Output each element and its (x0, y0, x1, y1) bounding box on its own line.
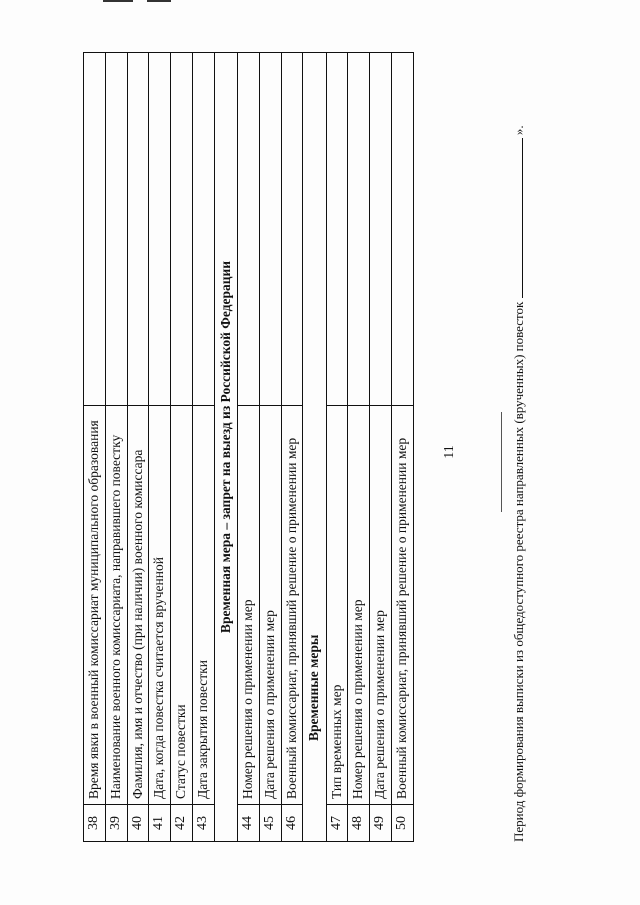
row-label: Дата закрытия повестки (192, 406, 214, 805)
table-row (370, 53, 392, 842)
row-number: 38 (84, 805, 106, 842)
table-row (348, 53, 370, 842)
scan-mark (103, 0, 133, 2)
row-label: Фамилия, имя и отчество (при наличии) военного комиссара (127, 406, 149, 805)
row-label: Время явки в военный комиссариат муниципального образования (84, 406, 106, 805)
table-row (237, 53, 259, 842)
row-number: 44 (237, 805, 259, 842)
row-number: 50 (391, 805, 413, 842)
row-value (105, 53, 127, 406)
footer-closing-quote: ». (511, 125, 526, 136)
row-value (348, 53, 370, 406)
row-number: 39 (105, 805, 127, 842)
row-value (171, 53, 193, 406)
register-fields-table (83, 52, 414, 842)
table-row (171, 53, 193, 842)
table-row (391, 53, 413, 842)
page-number: 11 (442, 445, 457, 459)
table-row (84, 53, 106, 842)
row-value (127, 53, 149, 406)
table-row (326, 53, 348, 842)
table-row (192, 53, 214, 842)
row-value (370, 53, 392, 406)
section-title: Временные меры (303, 53, 326, 842)
row-value (84, 53, 106, 406)
row-label: Дата, когда повестка считается врученной (149, 406, 171, 805)
table-row (259, 53, 281, 842)
row-value (237, 53, 259, 406)
row-label: Дата решения о применении мер (370, 406, 392, 805)
row-number: 42 (171, 805, 193, 842)
blank-underline (512, 138, 523, 298)
section-header-row (214, 53, 237, 842)
row-value (259, 53, 281, 406)
row-label: Дата решения о применении мер (259, 406, 281, 805)
table-row (105, 53, 127, 842)
row-number: 49 (370, 805, 392, 842)
row-label: Номер решения о применении мер (237, 406, 259, 805)
row-value (281, 53, 303, 406)
row-number: 43 (192, 805, 214, 842)
row-number: 46 (281, 805, 303, 842)
row-value (391, 53, 413, 406)
row-number: 40 (127, 805, 149, 842)
section-title: Временная мера – запрет на выезд из Российской Федерации (214, 53, 237, 842)
row-number: 41 (149, 805, 171, 842)
footer-text: Период формирования выписки из общедоступного реестра направленных (врученных) повесток (511, 301, 526, 842)
row-label: Военный комиссариат, принявший решение о применении мер (391, 406, 413, 805)
row-number: 47 (326, 805, 348, 842)
row-label: Номер решения о применении мер (348, 406, 370, 805)
row-label: Тип временных мер (326, 406, 348, 805)
scan-mark (147, 0, 171, 2)
section-header-row (303, 53, 326, 842)
row-number: 48 (348, 805, 370, 842)
table-row (149, 53, 171, 842)
row-label: Наименование военного комиссариата, направившего повестку (105, 406, 127, 805)
separator-line (501, 412, 502, 512)
footer-line (511, 52, 527, 842)
row-label: Военный комиссариат, принявший решение о применении мер (281, 406, 303, 805)
row-label: Статус повестки (171, 406, 193, 805)
rotated-page-content (83, 52, 526, 842)
table-row (127, 53, 149, 842)
row-value (149, 53, 171, 406)
table-row (281, 53, 303, 842)
row-value (326, 53, 348, 406)
row-number: 45 (259, 805, 281, 842)
row-value (192, 53, 214, 406)
